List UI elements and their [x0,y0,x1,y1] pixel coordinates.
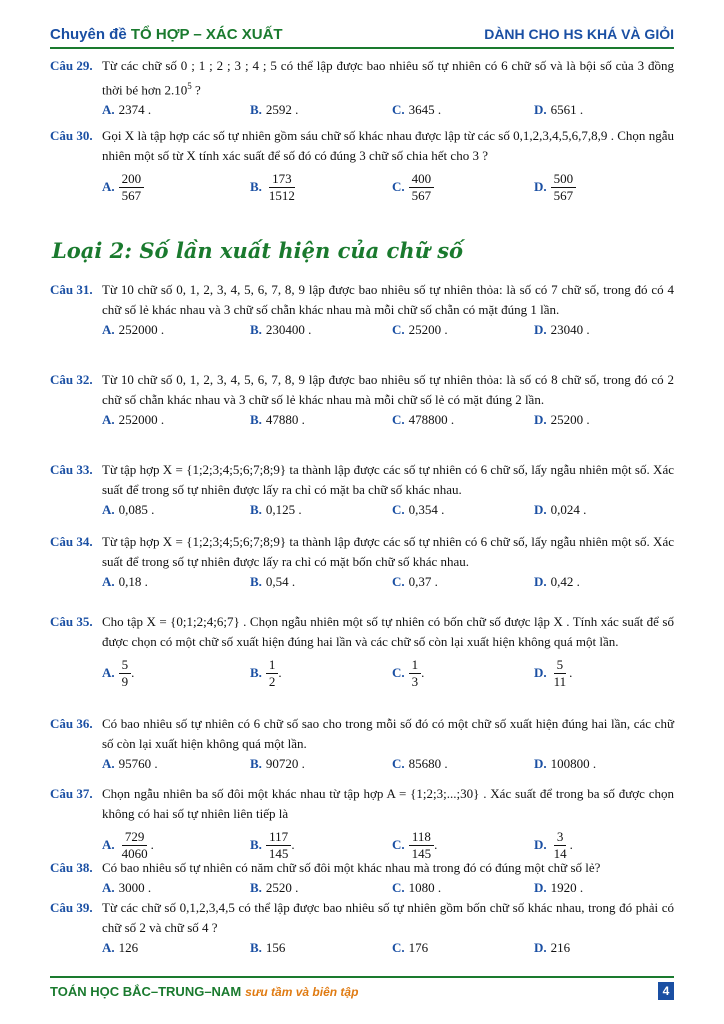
fraction [409,828,438,862]
answer-option-c[interactable] [392,100,441,120]
answer-option-b[interactable] [250,320,311,340]
option-label: D. [534,179,547,194]
fraction-denominator: 14 [553,845,567,861]
answer-option-d[interactable] [534,100,583,120]
option-text: 252000 . [118,412,165,427]
option-label: C. [392,322,405,337]
fraction-numerator: 1 [266,657,279,674]
option-label: C. [392,412,405,427]
question-number: Câu 33. [50,462,93,477]
answer-options [102,754,674,774]
option-text: 176 [408,940,429,955]
option-punctuation: . [421,665,425,680]
header-divider [50,47,674,49]
question-number: Câu 37. [50,786,93,801]
option-text: 47880 . [265,412,305,427]
page-number: 4 [658,982,674,1000]
fraction [266,171,298,204]
answer-option-d[interactable] [534,320,590,340]
question-29 [50,56,674,120]
question-35 [50,612,674,694]
option-text: 90720 . [265,756,305,771]
question-number: Câu 36. [50,716,93,731]
answer-option-d[interactable] [534,652,572,694]
answer-option-a[interactable] [102,500,154,520]
question-stem: Chọn ngẫu nhiên ba số đôi một khác nhau từ tập hợp A = {1;2;3;...;30} . Xác suất để trong ba số được chọn không có hai số tự nhiên liên tiếp là [102,786,674,821]
fraction [409,656,425,690]
fraction-numerator: 1 [409,657,422,674]
answer-option-c[interactable] [392,166,434,208]
fraction [119,171,145,204]
fraction-numerator: 5 [119,657,132,674]
answer-option-b[interactable] [250,100,298,120]
option-label: A. [102,665,115,680]
fraction-numerator: 200 [119,171,145,188]
option-text: 2520 . [265,880,299,895]
answer-option-c[interactable] [392,500,444,520]
answer-option-d[interactable] [534,938,570,958]
fraction-denominator: 145 [411,845,432,861]
fraction-denominator: 11 [553,673,567,689]
option-label: D. [534,102,547,118]
fraction [551,171,577,204]
option-text: 0,024 . [550,502,587,517]
answer-option-a[interactable] [102,320,164,340]
answer-option-a[interactable] [102,878,151,898]
option-text: 216 [550,940,571,955]
answer-option-b[interactable] [250,878,298,898]
option-label: C. [392,837,405,852]
option-label: B. [250,322,262,337]
option-text: 478800 . [408,412,455,427]
answer-option-c[interactable] [392,878,441,898]
option-text: 85680 . [408,756,448,771]
option-text: 3645 . [408,102,442,118]
option-label: A. [102,756,115,771]
answer-option-a[interactable] [102,410,164,430]
answer-option-c[interactable] [392,410,454,430]
fraction-denominator: 145 [268,845,289,861]
fraction [119,656,135,690]
answer-option-c[interactable] [392,652,424,694]
answer-option-a[interactable] [102,938,138,958]
option-text: 0,125 . [265,502,302,517]
question-37 [50,784,674,866]
answer-option-b[interactable] [250,166,298,208]
option-label: B. [250,502,262,517]
option-label: A. [102,880,115,895]
fraction-numerator: 400 [409,171,435,188]
answer-option-b[interactable] [250,410,305,430]
option-label: C. [392,665,405,680]
option-text: 6561 . [550,102,584,118]
question-number: Câu 30. [50,128,93,143]
fraction [266,656,282,690]
answer-option-c[interactable] [392,572,438,592]
question-stem: Có bao nhiêu số tự nhiên có năm chữ số đôi một khác nhau mà trong đó có đúng một chữ số lẻ? [102,860,601,875]
answer-options [102,500,674,520]
answer-option-d[interactable] [534,572,580,592]
header-audience: DÀNH CHO HS KHÁ VÀ GIỎI [484,26,674,42]
fraction [551,656,573,690]
option-text: 3000 . [118,880,152,895]
fraction-denominator: 3 [411,673,419,689]
question-38 [50,858,674,898]
option-punctuation: . [278,665,282,680]
option-label: C. [392,880,405,895]
answer-option-a[interactable] [102,754,158,774]
answer-option-d[interactable] [534,754,596,774]
option-label: A. [102,837,115,852]
option-label: C. [392,179,405,194]
option-text: 95760 . [118,756,158,771]
answer-option-b[interactable] [250,754,305,774]
footer-divider [50,976,674,978]
option-punctuation: . [291,837,295,852]
option-label: A. [102,502,115,517]
option-label: D. [534,940,547,955]
answer-option-c[interactable] [392,938,428,958]
answer-option-c[interactable] [392,754,448,774]
answer-options [102,938,674,958]
answer-option-b[interactable] [250,572,295,592]
option-label: B. [250,940,262,955]
question-36 [50,714,674,774]
option-text: 25200 . [408,322,448,337]
fraction-numerator: 173 [269,171,295,188]
fraction-numerator: 729 [122,829,148,846]
answer-option-a[interactable] [102,166,144,208]
answer-options [102,166,674,208]
fraction-numerator: 5 [554,657,567,674]
fraction-numerator: 500 [551,171,577,188]
question-stem: Cho tập X = {0;1;2;4;6;7} . Chọn ngẫu nhiên một số tự nhiên có bốn chữ số được lập X . Tính xác suất để số được chọn có một chữ số xuất hiện đúng hai lần và các chữ số còn lại xuất hiện không quá một lần. [102,614,674,649]
option-label: B. [250,102,262,118]
option-text: 126 [118,940,139,955]
option-label: A. [102,102,115,118]
option-label: B. [250,179,262,194]
page-header [50,26,674,48]
option-text: 0,37 . [408,574,438,589]
option-text: 1080 . [408,880,442,895]
header-title [50,26,283,43]
option-punctuation: . [569,837,573,852]
question-stem: Có bao nhiêu số tự nhiên có 6 chữ số sao cho trong mỗi số đó có một chữ số xuất hiện đúng hai lần, các chữ số còn lại xuất hiện không quá một lần. [102,716,674,751]
fraction-denominator: 9 [121,673,129,689]
option-punctuation: . [131,665,135,680]
option-text: 0,42 . [550,574,580,589]
question-stem: Từ các chữ số 0 ; 1 ; 2 ; 3 ; 4 ; 5 có thể lập được bao nhiêu số tự nhiên có 6 chữ số và là bội số của 3 đồng thời bé hơn 2.10$^5$ ? [102,58,674,98]
option-label: D. [534,502,547,517]
option-punctuation: . [569,665,573,680]
fraction [119,829,151,862]
fraction-numerator: 118 [409,829,434,846]
header-topic: TỔ HỢP – XÁC XUẤT [130,26,283,43]
question-stem: Từ các chữ số 0,1,2,3,4,5 có thể lập được bao nhiêu số tự nhiên gồm bốn chữ số khác nhau, trong đó phải có chữ số 2 và chữ số 4 ? [102,900,674,935]
answer-option-a[interactable] [102,100,151,120]
option-label: D. [534,574,547,589]
question-39 [50,898,674,958]
option-text: 0,354 . [408,502,445,517]
question-number: Câu 29. [50,58,93,73]
fraction [551,829,570,862]
fraction-denominator: 1512 [268,187,295,203]
option-label: C. [392,574,405,589]
option-label: A. [102,179,115,194]
option-label: B. [250,665,262,680]
option-text: 1920 . [550,880,584,895]
option-text: 230400 . [265,322,312,337]
header-prefix: Chuyên đề [50,26,131,43]
page-footer [50,984,358,999]
question-33 [50,460,674,520]
option-label: A. [102,412,115,427]
footer-title: TOÁN HỌC BẮC–TRUNG–NAM [50,984,242,999]
answer-option-d[interactable] [534,878,583,898]
option-text: 0,085 . [118,502,155,517]
option-label: C. [392,940,405,955]
question-30 [50,126,674,208]
option-label: D. [534,880,547,895]
option-text: 25200 . [550,412,590,427]
fraction-denominator: 567 [411,187,432,203]
option-label: D. [534,665,547,680]
question-number: Câu 38. [50,860,93,875]
option-label: C. [392,102,405,118]
question-number: Câu 34. [50,534,93,549]
option-label: B. [250,756,262,771]
answer-options [102,410,674,430]
option-label: D. [534,756,547,771]
answer-options [102,652,674,694]
answer-option-c[interactable] [392,320,448,340]
answer-option-d[interactable] [534,500,586,520]
option-label: C. [392,756,405,771]
question-32 [50,370,674,430]
question-number: Câu 39. [50,900,93,915]
option-label: D. [534,412,547,427]
option-label: D. [534,837,547,852]
option-text: 2374 . [118,102,152,118]
question-number: Câu 31. [50,282,93,297]
option-text: 23040 . [550,322,590,337]
answer-option-b[interactable] [250,652,282,694]
answer-option-d[interactable] [534,410,590,430]
option-label: A. [102,574,115,589]
question-stem: Từ 10 chữ số 0, 1, 2, 3, 4, 5, 6, 7, 8, 9 lập được bao nhiêu số tự nhiên thỏa: là số có 7 chữ số, trong đó có 4 chữ số lẻ khác nhau và 3 chữ số chẵn khác nhau mà mỗi chữ số chẵn có mặt đúng 1 lần. [102,282,674,317]
section-title: Loại 2: Số lần xuất hiện của chữ số [52,238,464,263]
answer-options [102,320,674,340]
option-text: 0,18 . [118,574,148,589]
footer-credit: sưu tầm và biên tập [245,985,359,999]
fraction [409,171,435,204]
option-text: 2592 . [265,102,299,118]
option-label: B. [250,412,262,427]
answer-options [102,100,674,120]
option-label: D. [534,322,547,337]
answer-option-b[interactable] [250,500,302,520]
question-stem: Từ 10 chữ số 0, 1, 2, 3, 4, 5, 6, 7, 8, 9 lập được bao nhiêu số tự nhiên thỏa: là số có 8 chữ số, trong đó có 2 chữ số chẵn khác nhau và 3 chữ số lẻ khác nhau mà mỗi chữ số lẻ có mặt đúng 2 lần. [102,372,674,407]
answer-option-a[interactable] [102,652,134,694]
option-label: A. [102,940,115,955]
question-stem: Từ tập hợp X = {1;2;3;4;5;6;7;8;9} ta thành lập được các số tự nhiên có 6 chữ số, lấy ngẫu nhiên một số. Xác suất để trong số tự nhiên được lấy ra chỉ có mặt ba chữ số khác nhau. [102,462,674,497]
fraction-denominator: 4060 [121,845,148,861]
question-number: Câu 35. [50,614,93,629]
question-stem: Từ tập hợp X = {1;2;3;4;5;6;7;8;9} ta thành lập được các số tự nhiên có 6 chữ số, lấy ngẫu nhiên một số. Xác suất để trong số tự nhiên được lấy ra chỉ có mặt bốn chữ số khác nhau. [102,534,674,569]
fraction-denominator: 2 [268,673,276,689]
option-punctuation: . [434,837,438,852]
answer-options [102,572,674,592]
option-text: 156 [265,940,286,955]
option-label: B. [250,837,262,852]
question-34 [50,532,674,592]
answer-options [102,878,674,898]
option-text: 252000 . [118,322,165,337]
option-label: C. [392,502,405,517]
fraction [266,828,295,862]
option-label: B. [250,574,262,589]
question-stem: Gọi X là tập hợp các số tự nhiên gồm sáu chữ số khác nhau được lập từ các số 0,1,2,3,4,5,6,7,8,9 . Chọn ngẫu nhiên một số từ X tính xác suất để số đó có đúng 3 chữ số chia hết cho 3 ? [102,128,674,163]
fraction-numerator: 3 [554,829,567,846]
option-text: 0,54 . [265,574,296,589]
option-text: 100800 . [550,756,597,771]
answer-option-a[interactable] [102,572,148,592]
question-number: Câu 32. [50,372,93,387]
fraction-denominator: 567 [553,187,574,203]
answer-option-b[interactable] [250,938,285,958]
answer-option-d[interactable] [534,166,576,208]
option-label: A. [102,322,115,337]
option-label: B. [250,880,262,895]
option-punctuation: . [150,837,154,852]
fraction-denominator: 567 [121,187,142,203]
question-31 [50,280,674,340]
fraction-numerator: 117 [266,829,291,846]
